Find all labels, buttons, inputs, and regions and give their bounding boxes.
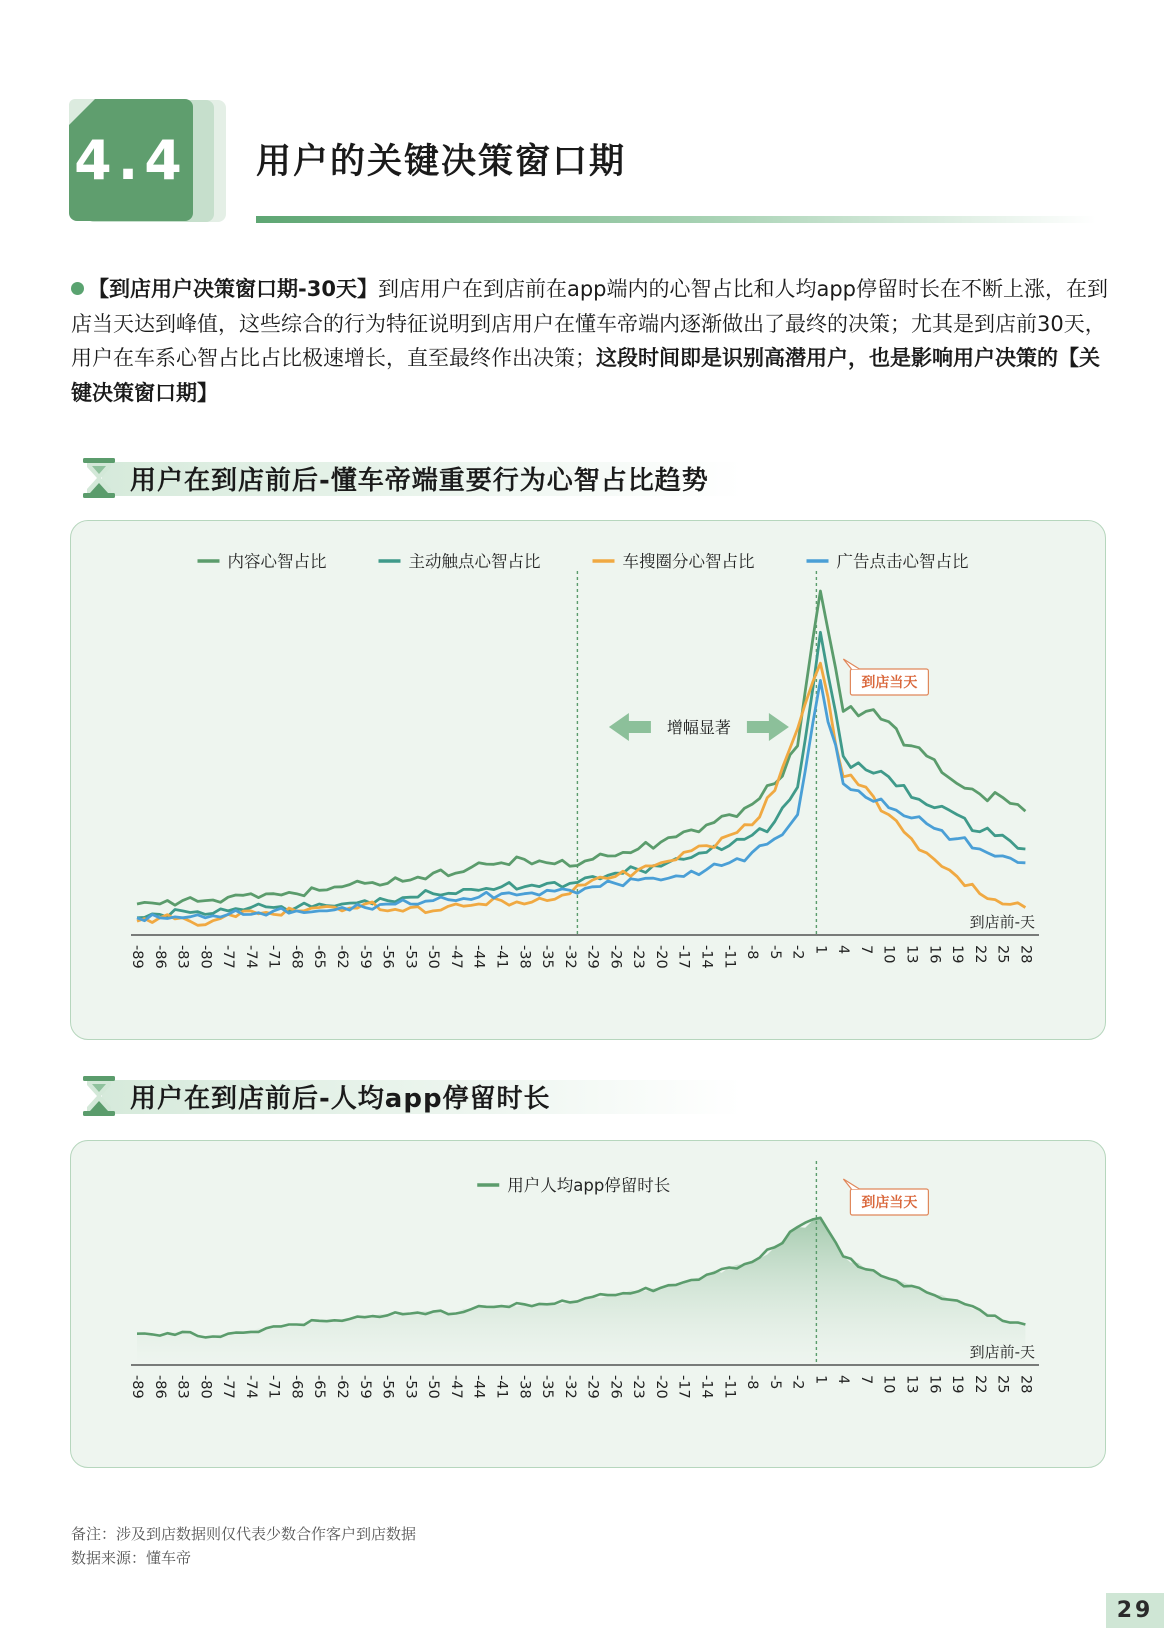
x-tick-label: -80 bbox=[197, 945, 214, 969]
x-tick-label: -41 bbox=[493, 945, 510, 969]
x-tick-label: -14 bbox=[698, 945, 715, 969]
x-tick-label: 7 bbox=[857, 1375, 874, 1385]
x-tick-label: 10 bbox=[880, 1375, 897, 1394]
peak-callout-label: 到店当天 bbox=[861, 675, 918, 691]
hourglass-icon bbox=[82, 458, 116, 498]
title-underline bbox=[256, 216, 1096, 223]
x-tick-label: -59 bbox=[356, 945, 373, 969]
intro-text: 到店用户在到店前在app端内的心智占比和人均app停留时长在不断上涨，在到店当天达到峰值，这些综合的行为特征说明到店用户在懂车帝端内逐渐做出了最终的决策；尤其是到店前30天，用户在车系心智占比占比极速增长，直至最终作出决策； bbox=[71, 277, 1109, 370]
section-number: 4.4 bbox=[74, 128, 188, 192]
x-tick-label: -50 bbox=[425, 945, 442, 969]
left-arrow-icon bbox=[609, 713, 651, 741]
x-tick-label: -65 bbox=[311, 945, 328, 969]
x-tick-label: -17 bbox=[675, 945, 692, 969]
x-tick-label: 28 bbox=[1017, 1375, 1034, 1394]
x-tick-label: 7 bbox=[857, 945, 874, 955]
x-tick-label: 25 bbox=[994, 1375, 1011, 1394]
peak-callout-pointer bbox=[843, 659, 859, 669]
app-dwell-time-chart bbox=[71, 1141, 1105, 1467]
x-tick-label: -86 bbox=[151, 945, 168, 969]
x-tick-label: -17 bbox=[675, 1375, 692, 1399]
x-tick-label: -14 bbox=[698, 1375, 715, 1399]
x-tick-label: 22 bbox=[971, 945, 988, 964]
intro-bold-lead: 【到店用户决策窗口期-30天】 bbox=[88, 277, 378, 301]
section-title-1: 用户在到店前后-懂车帝端重要行为心智占比趋势 bbox=[130, 465, 709, 496]
x-tick-label: -32 bbox=[561, 945, 578, 969]
series-area-fill bbox=[137, 1218, 1025, 1365]
x-tick-label: -5 bbox=[766, 945, 783, 960]
x-tick-label: -62 bbox=[334, 945, 351, 969]
x-tick-label: -59 bbox=[356, 1375, 373, 1399]
peak-callout-pointer bbox=[843, 1179, 859, 1189]
x-tick-label: -44 bbox=[470, 1375, 487, 1399]
legend-label-1: 内容心智占比 bbox=[227, 552, 327, 571]
x-tick-label: -47 bbox=[447, 945, 464, 969]
x-tick-label: -41 bbox=[493, 1375, 510, 1399]
series-line-1 bbox=[137, 591, 1025, 905]
x-tick-label: -50 bbox=[425, 1375, 442, 1399]
x-tick-label: -35 bbox=[539, 1375, 556, 1399]
x-tick-label: -5 bbox=[766, 1375, 783, 1390]
mindshare-trend-chart bbox=[71, 521, 1105, 1039]
x-tick-label: 16 bbox=[926, 1375, 943, 1394]
x-tick-label: -80 bbox=[197, 1375, 214, 1399]
x-tick-label: 13 bbox=[903, 1375, 920, 1394]
x-axis-title: 到店前-天 bbox=[969, 913, 1035, 931]
x-tick-label: -77 bbox=[220, 1375, 237, 1399]
section-title-2: 用户在到店前后-人均app停留时长 bbox=[130, 1083, 551, 1114]
page-title: 用户的关键决策窗口期 bbox=[256, 142, 627, 182]
x-tick-label: -56 bbox=[379, 1375, 396, 1399]
footnote-remark: 备注：涉及到店数据则仅代表少数合作客户到店数据 bbox=[71, 1525, 417, 1543]
x-tick-label: -83 bbox=[174, 1375, 191, 1399]
x-tick-label: -20 bbox=[652, 1375, 669, 1399]
x-tick-label: -2 bbox=[789, 945, 806, 960]
legend-label-2: 主动触点心智占比 bbox=[408, 552, 541, 571]
x-tick-label: -62 bbox=[334, 1375, 351, 1399]
x-tick-label: -53 bbox=[402, 1375, 419, 1399]
x-tick-label: -71 bbox=[265, 945, 282, 969]
x-tick-label: 25 bbox=[994, 945, 1011, 964]
x-tick-label: -11 bbox=[721, 945, 738, 969]
x-tick-label: -35 bbox=[539, 945, 556, 969]
x-tick-label: -32 bbox=[561, 1375, 578, 1399]
x-tick-label: 13 bbox=[903, 945, 920, 964]
x-tick-label: -86 bbox=[151, 1375, 168, 1399]
x-tick-label: 1 bbox=[812, 945, 829, 955]
x-tick-label: -56 bbox=[379, 945, 396, 969]
x-tick-label: -38 bbox=[516, 1375, 533, 1399]
x-tick-label: -2 bbox=[789, 1375, 806, 1390]
x-tick-label: -47 bbox=[447, 1375, 464, 1399]
section-header-2 bbox=[82, 1074, 722, 1118]
intro-bold-tail: 这段时间即是识别高潜用户，也是影响用户决策的【关键决策窗口期】 bbox=[71, 346, 1100, 405]
footnote-source: 数据来源：懂车帝 bbox=[71, 1549, 192, 1567]
x-tick-label: -68 bbox=[288, 1375, 305, 1399]
legend-label-3: 车搜圈分心智占比 bbox=[622, 552, 755, 571]
series-line-3 bbox=[137, 663, 1025, 925]
legend-label-1: 用户人均app停留时长 bbox=[507, 1176, 671, 1195]
x-tick-label: 16 bbox=[926, 945, 943, 964]
chart-panel-2 bbox=[70, 1140, 1106, 1468]
x-tick-label: -8 bbox=[744, 1375, 761, 1390]
x-tick-label: -26 bbox=[607, 945, 624, 969]
x-tick-label: -74 bbox=[242, 1375, 259, 1399]
hourglass-icon bbox=[82, 1076, 116, 1116]
intro-paragraph bbox=[71, 272, 1111, 410]
x-tick-label: -77 bbox=[220, 945, 237, 969]
x-tick-label: -29 bbox=[584, 945, 601, 969]
window-label: 增幅显著 bbox=[666, 718, 731, 737]
x-tick-label: 28 bbox=[1017, 945, 1034, 964]
x-tick-label: -29 bbox=[584, 1375, 601, 1399]
x-tick-label: 4 bbox=[835, 1375, 852, 1385]
section-number-badge bbox=[69, 99, 193, 221]
x-tick-label: -89 bbox=[129, 1375, 145, 1399]
x-tick-label: -44 bbox=[470, 945, 487, 969]
x-tick-label: -71 bbox=[265, 1375, 282, 1399]
x-tick-label: 10 bbox=[880, 945, 897, 964]
peak-callout-label: 到店当天 bbox=[861, 1195, 918, 1211]
chart-panel-1 bbox=[70, 520, 1106, 1040]
x-tick-label: -89 bbox=[129, 945, 145, 969]
x-tick-label: 1 bbox=[812, 1375, 829, 1385]
x-tick-label: 4 bbox=[835, 945, 852, 955]
badge-corner bbox=[69, 99, 95, 125]
x-tick-label: -65 bbox=[311, 1375, 328, 1399]
page-number: 29 bbox=[1106, 1593, 1164, 1628]
x-tick-label: -23 bbox=[630, 945, 647, 969]
right-arrow-icon bbox=[747, 713, 789, 741]
section-header-1 bbox=[82, 456, 722, 500]
legend-label-4: 广告点击心智占比 bbox=[836, 552, 969, 571]
x-tick-label: -38 bbox=[516, 945, 533, 969]
x-tick-label: -68 bbox=[288, 945, 305, 969]
x-tick-label: -83 bbox=[174, 945, 191, 969]
x-tick-label: -74 bbox=[242, 945, 259, 969]
x-axis-title: 到店前-天 bbox=[969, 1343, 1035, 1361]
x-tick-label: 19 bbox=[949, 1375, 966, 1394]
x-tick-label: 19 bbox=[949, 945, 966, 964]
x-tick-label: -26 bbox=[607, 1375, 624, 1399]
x-tick-label: -8 bbox=[744, 945, 761, 960]
x-tick-label: -20 bbox=[652, 945, 669, 969]
x-tick-label: -23 bbox=[630, 1375, 647, 1399]
x-tick-label: 22 bbox=[971, 1375, 988, 1394]
x-tick-label: -53 bbox=[402, 945, 419, 969]
bullet-dot-icon bbox=[71, 282, 84, 295]
x-tick-label: -11 bbox=[721, 1375, 738, 1399]
